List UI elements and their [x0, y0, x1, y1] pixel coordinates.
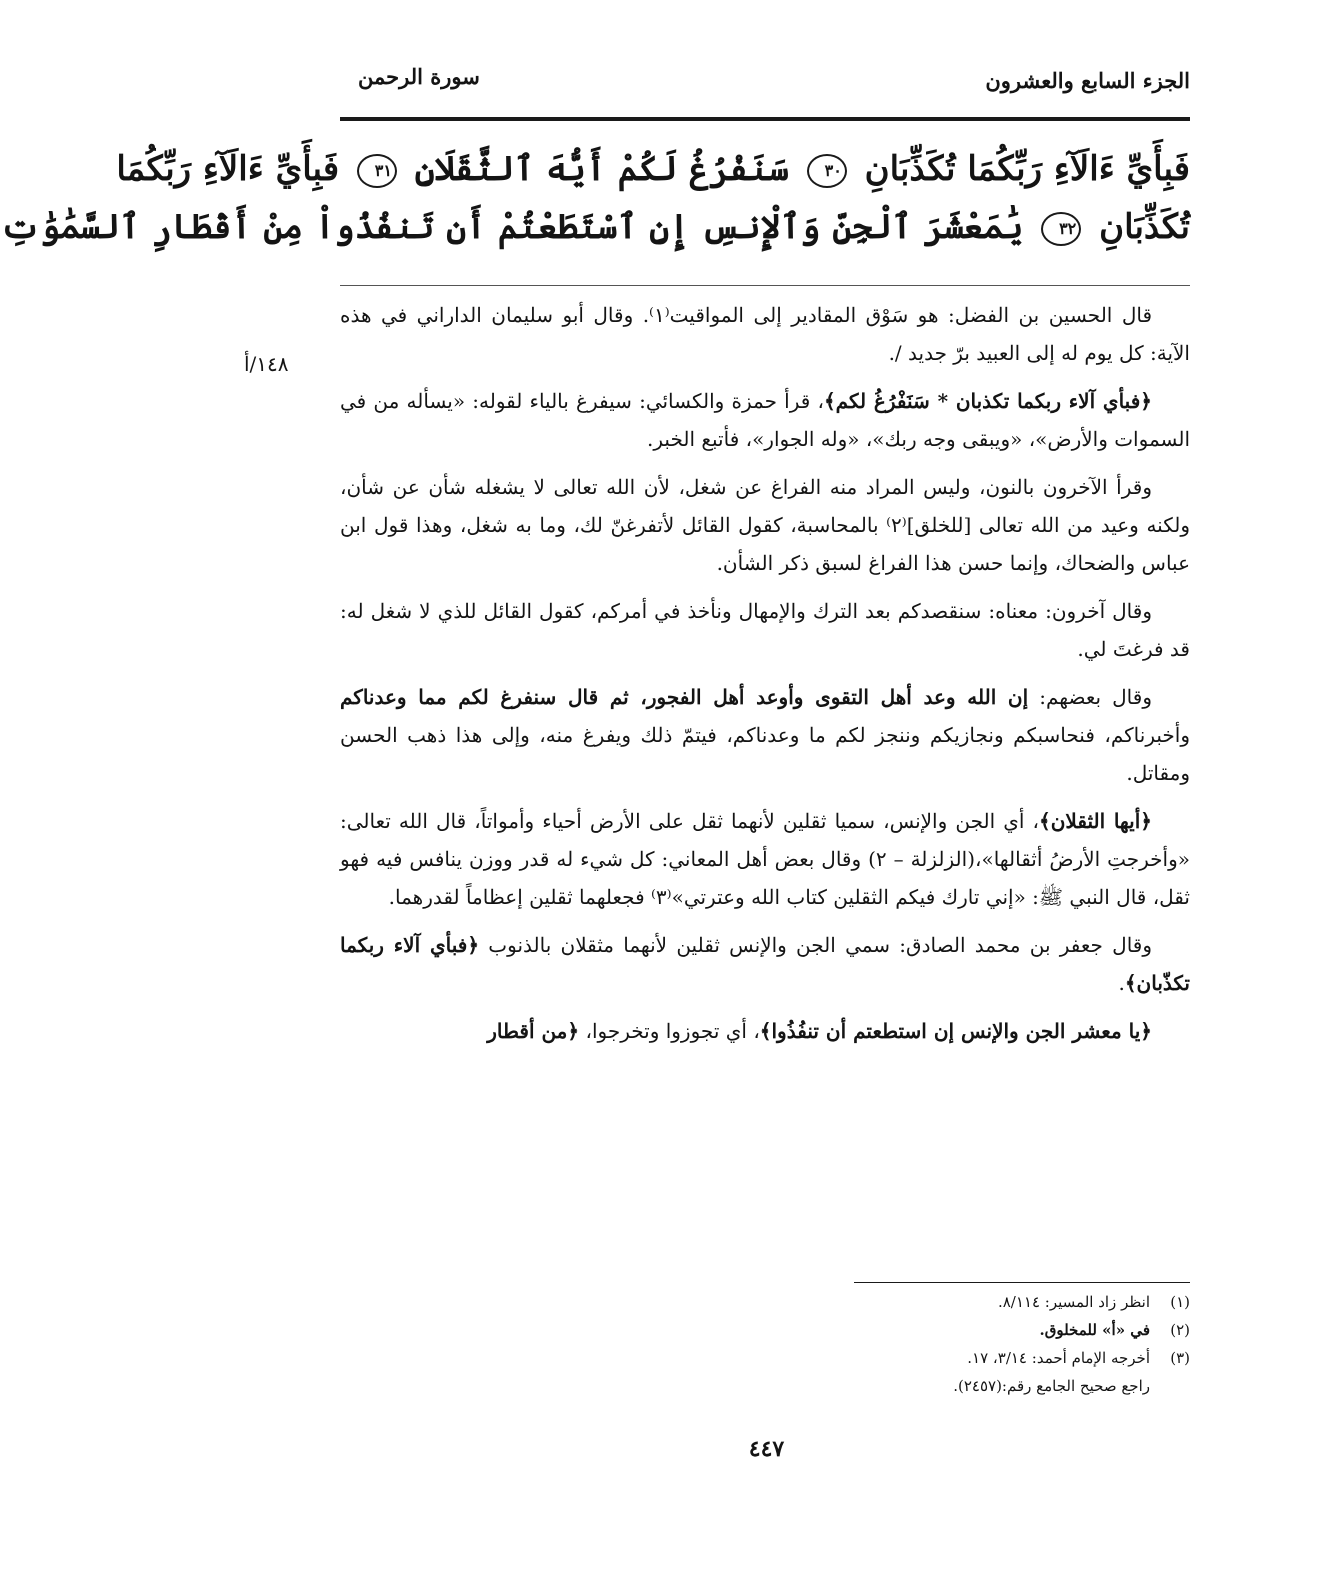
- emphasized-text: إن الله وعد أهل التقوى وأوعد أهل الفجور، ثم قال سنفرغ لكم مما وعدناكم: [340, 685, 1029, 709]
- paragraph: [340, 592, 1190, 668]
- footnote-number: (١): [1170, 1293, 1190, 1311]
- footnote: [814, 1344, 1190, 1372]
- footnote-text: في «أ» للمخلوق.: [1039, 1321, 1150, 1339]
- footnote-rule: [854, 1282, 1190, 1283]
- paragraph: [340, 468, 1190, 582]
- verse-text: سَنَفْرُغُ لَكُمْ أَيُّهَ ٱلثَّقَلَانِ: [414, 149, 789, 189]
- quoted-verse: ﴿أيها الثقلان﴾: [1039, 809, 1152, 833]
- quoted-verse: ﴿فبأي آلاء ربكما تكذبان * سَنَفْرُغُ لكم﴾: [823, 389, 1152, 413]
- verse-text: فَبِأَيِّ ءَالَآءِ رَبِّكُمَا: [116, 149, 340, 189]
- paragraph-text: .: [1118, 971, 1125, 995]
- paragraph-text: وقال جعفر بن محمد الصادق: سمي الجن والإنس ثقلين لأنهما مثقلان بالذنوب: [479, 933, 1152, 957]
- quoted-verse: ﴿فبأي آلاء ربكما تكذّبان﴾: [340, 933, 1190, 995]
- ayah-number-marker: ٣٢: [1041, 212, 1081, 246]
- paragraph-text: ، أي الجن والإنس، سميا ثقلين لأنهما ثقل على الأرض أحياء وأمواتاً، قال الله تعالى: «وأخرجتِ الأرضُ أثقالها»،(الزلزلة – ٢) وقال بعض أهل المعاني: كل شيء له قدر ووزن ينافس فيه فهو ثقل، قال النبي ﷺ: «إني تارك فيكم الثقلين كتاب الله وعترتي»⁽٣⁾ فجعلهما ثقلين إعظاماً لقدرهما.: [340, 809, 1190, 909]
- verse-text: يَٰمَعْشَرَ ٱلْجِنِّ وَٱلْإِنسِ إِنِ ٱسْتَطَعْتُمْ أَن تَنفُذُواْ مِنْ أَقْطَارِ ٱلسَّمَٰوَٰتِ: [0, 207, 1024, 247]
- header-rule: [340, 117, 1190, 121]
- quoted-verse: ﴿من أقطار: [487, 1019, 580, 1043]
- verse-line-1: [116, 140, 1190, 198]
- paragraph: [340, 1012, 1190, 1050]
- paragraph-text: وقال آخرون: معناه: سنقصدكم بعد الترك والإمهال ونأخذ في أمركم، كقول القائل للذي لا شغل له: قد فرغتَ لي.: [340, 599, 1190, 661]
- paragraph-text: وقرأ الآخرون بالنون، وليس المراد منه الفراغ عن شغل، لأن الله تعالى لا يشغله شأن عن شأن، ولكنه وعيد من الله تعالى [للخلق]⁽٢⁾ بالمحاسبة، كقول القائل لأتفرغنّ لك، وما به شغل، وهذا قول ابن عباس والضحاك، وإنما حسن هذا الفراغ لسبق ذكر الشأن.: [340, 475, 1190, 575]
- verse-divider: [340, 285, 1190, 286]
- verse-text: فَبِأَيِّ ءَالَآءِ رَبِّكُمَا تُكَذِّبَانِ: [864, 149, 1190, 189]
- quran-verse-block: [0, 140, 1190, 256]
- part-title: الجزء السابع والعشرون: [985, 68, 1190, 93]
- ayah-number-marker: ٣١: [357, 154, 397, 188]
- paragraph-text: وأخبرناكم، فنحاسبكم ونجازيكم وننجز لكم ما وعدناكم، فيتمّ ذلك ويفرغ منه، وإلى هذا ذهب الحسن ومقاتل.: [340, 723, 1190, 785]
- footnote-number: (٢): [1170, 1321, 1190, 1339]
- footnote-text: انظر زاد المسير: ٨/١١٤.: [997, 1293, 1150, 1311]
- paragraph: [340, 382, 1190, 458]
- paragraph-text: قال الحسين بن الفضل: هو سَوْق المقادير إلى المواقيت⁽١⁾. وقال أبو سليمان الداراني في هذه الآية: كل يوم له إلى العبيد برّ جديد /.: [340, 303, 1190, 365]
- surah-title: سورة الرحمن: [358, 64, 480, 89]
- footnote-text: راجع صحيح الجامع رقم:(٢٤٥٧).: [953, 1377, 1150, 1395]
- footnote-text: أخرجه الإمام أحمد: ٣/١٤، ١٧.: [967, 1349, 1150, 1367]
- running-header: [340, 58, 1190, 102]
- paragraph: [340, 926, 1190, 1002]
- paragraph: [340, 296, 1190, 372]
- footnote-number: (٣): [1170, 1349, 1190, 1367]
- footnote: [814, 1288, 1190, 1316]
- commentary-body: [340, 296, 1190, 1060]
- paragraph-text: ، أي تجوزوا وتخرجوا،: [579, 1019, 760, 1043]
- verse-line-2: [0, 198, 1190, 256]
- page-number: ٤٤٧: [748, 1436, 785, 1462]
- paragraph-text: ، قرأ حمزة والكسائي: سيفرغ بالياء لقوله: «يسأله من في السموات والأرض»، «ويبقى وجه ربك»، «وله الجوار»، فأتبع الخبر.: [340, 389, 1190, 451]
- quoted-verse: ﴿يا معشر الجن والإنس إن استطعتم أن تنفُذُوا﴾: [759, 1019, 1152, 1043]
- paragraph: [340, 802, 1190, 916]
- paragraph-text: وقال بعضهم:: [1028, 685, 1152, 709]
- footnote-continuation: [814, 1372, 1190, 1400]
- manuscript-folio-note: ١٤٨/أ: [244, 352, 289, 376]
- footnote: [814, 1316, 1190, 1344]
- ayah-number-marker: ٣٠: [807, 154, 847, 188]
- paragraph: [340, 678, 1190, 792]
- verse-text: تُكَذِّبَانِ: [1099, 207, 1190, 247]
- footnotes: [814, 1288, 1190, 1400]
